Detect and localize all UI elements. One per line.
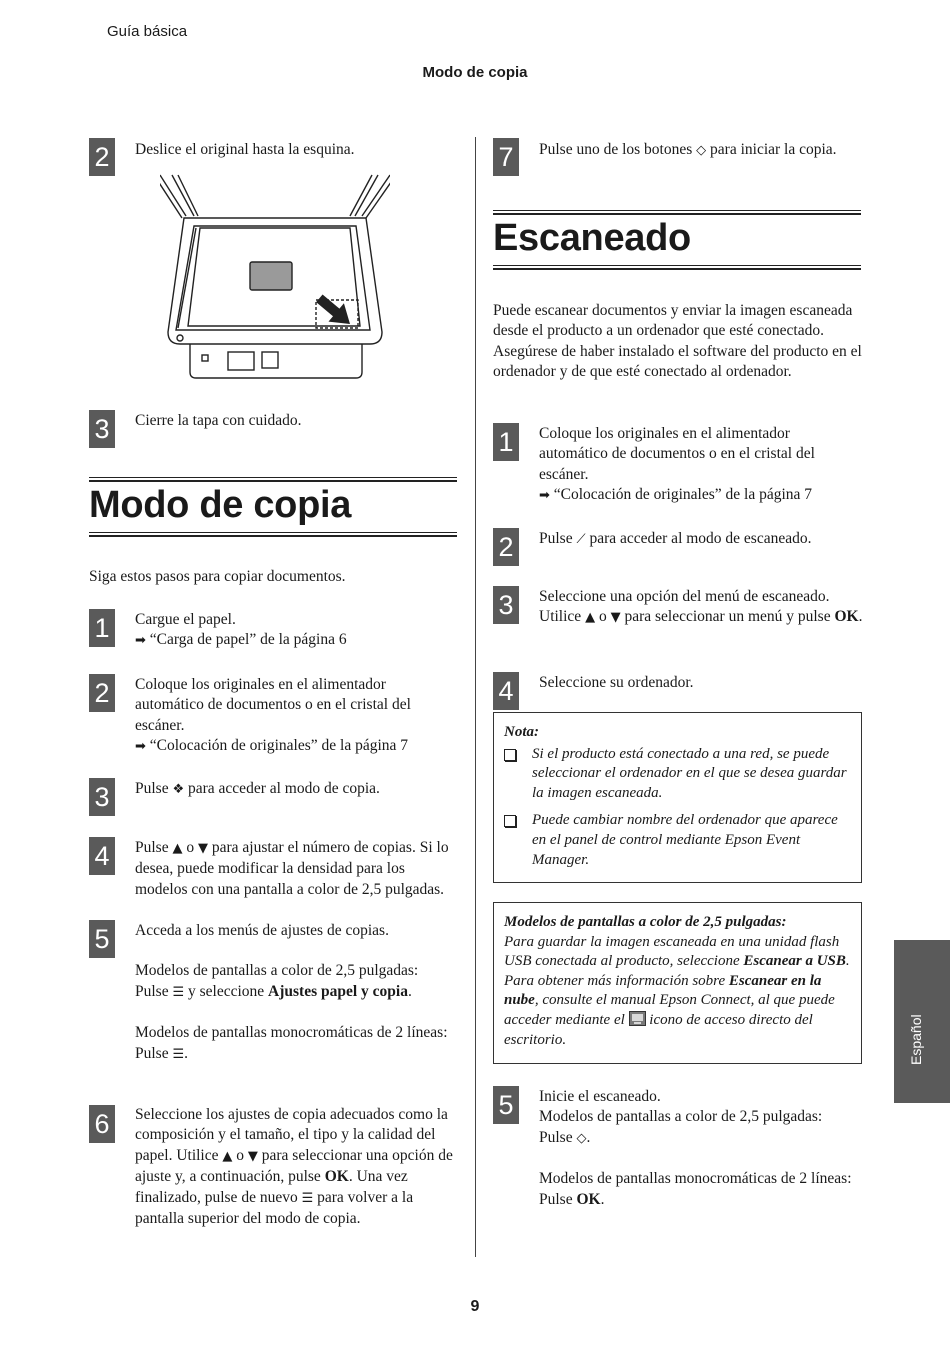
step-body: Seleccione una opción del menú de escaneado. Utilice ▲ o ▼ para seleccionar un menú y pulse OK.	[539, 588, 863, 626]
step-number: 3	[493, 586, 519, 624]
step-text: para iniciar la copia.	[710, 141, 837, 158]
step-text: Seleccione su ordenador.	[539, 674, 694, 691]
section-title: Modo de copia	[89, 484, 352, 526]
menu-icon: ☰	[172, 984, 185, 1000]
page-reference: “Carga de papel” de la página 6	[149, 631, 347, 649]
step-text: o	[236, 1146, 244, 1164]
step-text: Pulse	[135, 982, 169, 1000]
step-text: o	[186, 839, 195, 856]
step-number: 4	[493, 672, 519, 710]
section-title: Escaneado	[493, 217, 691, 259]
step-text: Pulse uno de los botones	[539, 141, 693, 158]
scanner-illustration	[160, 172, 390, 382]
step-number: 7	[493, 138, 519, 176]
step-text: . Una vez finalizado, pulse de nuevo	[135, 1168, 408, 1206]
note-item: Si el producto está conectado a una red, se puede seleccionar el ordenador en el que se desea guardar la imagen escaneada.	[532, 745, 847, 801]
copy-mode-icon: ❖	[172, 782, 185, 797]
menu-name: Escanear en la nube	[504, 972, 822, 1009]
step-text: para acceder al modo de escaneado.	[589, 530, 812, 547]
triangle-up-icon: ▲	[585, 610, 596, 626]
step-text: Inicie el escaneado.	[539, 1088, 661, 1105]
step-body	[135, 610, 457, 652]
language-label: Español	[908, 1014, 924, 1065]
step-body	[539, 529, 861, 550]
triangle-down-icon: ▼	[247, 1148, 258, 1164]
info-title: Modelos de pantallas a color de 2,5 pulgadas:	[504, 914, 787, 930]
triangle-down-icon: ▼	[610, 610, 621, 626]
step-text: Pulse	[539, 1190, 573, 1208]
step-text: Pulse	[135, 1044, 169, 1062]
step-text: para seleccionar un menú y pulse	[624, 608, 831, 626]
step-body: Acceda a los menús de ajustes de copias. Modelos de pantallas a color de 2,5 pulgadas: Pulse ☰ y seleccione Ajustes papel y copia. Modelos de pantallas monocromáticas de 2 líneas: Pulse ☰.	[135, 921, 457, 1065]
step-body	[135, 675, 457, 758]
page-reference: “Colocación de originales” de la página 7	[553, 486, 813, 504]
model-note: Modelos de pantallas a color de 2,5 pulgadas:	[539, 1108, 823, 1126]
checkbox-bullet-icon	[504, 815, 516, 827]
intro-text: Siga estos pasos para copiar documentos.	[89, 568, 346, 585]
title-rule-bottom	[493, 265, 861, 270]
step-text: Cargue el papel.	[135, 611, 236, 628]
ok-label: OK	[576, 1190, 601, 1208]
model-note: Modelos de pantallas monocromáticas de 2 líneas:	[539, 1170, 852, 1188]
menu-icon: ☰	[172, 1046, 185, 1062]
step-text: para acceder al modo de copia.	[188, 780, 380, 797]
step-text: Pulse	[539, 1128, 573, 1146]
step-text: o	[598, 608, 607, 626]
page-number: 9	[470, 1298, 480, 1315]
step-text: para volver a la pantalla superior del modo de copia.	[135, 1188, 414, 1228]
menu-name: Escanear a USB	[743, 953, 846, 970]
section-header: Modo de copia	[422, 64, 528, 81]
info-box	[493, 902, 862, 1064]
reference-arrow-icon: ➡	[135, 739, 146, 755]
step-number: 1	[493, 423, 519, 461]
scan-mode-icon: ⟋	[576, 532, 586, 547]
page-reference: “Colocación de originales” de la página 7	[149, 737, 409, 755]
step-text: Acceda a los menús de ajustes de copias.	[135, 922, 389, 939]
reference-arrow-icon: ➡	[539, 488, 550, 504]
guide-title: Guía básica	[107, 23, 188, 40]
menu-icon: ☰	[301, 1190, 314, 1206]
step-body	[135, 838, 459, 900]
step-text: Coloque los originales en el alimentador automático de documentos o en el cristal del escáner.	[135, 676, 411, 734]
epson-connect-shortcut-icon	[629, 1011, 646, 1026]
step-text: Coloque los originales en el alimentador automático de documentos o en el cristal del escáner.	[539, 425, 815, 483]
step-body	[135, 1105, 459, 1229]
step-text: Pulse	[135, 839, 169, 856]
step-number: 1	[89, 609, 115, 647]
column-divider	[475, 137, 476, 1257]
step-body	[135, 779, 457, 800]
step-number: 3	[89, 778, 115, 816]
menu-name: Ajustes papel y copia	[268, 982, 408, 1000]
step-text: Seleccione una opción del menú de escaneado. Utilice	[539, 588, 830, 626]
start-button-icon: ◇	[576, 1130, 587, 1146]
note-title: Nota:	[504, 724, 539, 740]
intro-text: Puede escanear documentos y enviar la imagen escaneada desde el producto a un ordenador que esté conectado. Asegúrese de haber instalado el software del producto en el ordenador y de que esté conectado al ordenador.	[493, 302, 862, 381]
note-item: Puede cambiar nombre del ordenador que aparece en el panel de control mediante Epson Event Manager.	[532, 812, 838, 868]
language-tab	[894, 940, 950, 1103]
triangle-up-icon: ▲	[172, 841, 183, 856]
step-number: 2	[89, 674, 115, 712]
step-text: y seleccione	[188, 982, 265, 1000]
step-number: 3	[89, 410, 115, 448]
triangle-up-icon: ▲	[222, 1148, 233, 1164]
ok-label: OK	[324, 1168, 349, 1186]
model-note: Modelos de pantallas a color de 2,5 pulgadas:	[135, 962, 419, 980]
note-box	[493, 712, 862, 883]
step-text: para ajustar el número de copias. Si lo desea, puede modificar la densidad para los modelos con una pantalla a color de 2,5 pulgadas.	[135, 839, 449, 898]
step-number: 2	[89, 138, 115, 176]
start-button-icon: ◇	[696, 143, 707, 158]
step-text: para seleccionar una opción de ajuste y, a continuación, pulse	[135, 1146, 453, 1186]
step-text: Pulse	[135, 780, 169, 797]
step-number: 5	[89, 920, 115, 958]
model-note: Modelos de pantallas monocromáticas de 2 líneas:	[135, 1024, 448, 1042]
title-rule-bottom	[89, 532, 457, 537]
step-number: 4	[89, 837, 115, 875]
step-text: Deslice el original hasta la esquina.	[135, 141, 355, 158]
triangle-down-icon: ▼	[197, 841, 208, 856]
step-text: Seleccione los ajustes de copia adecuados como la composición y el tamaño, el tipo y la calidad del papel. Utilice	[135, 1106, 448, 1164]
step-body: Inicie el escaneado. Modelos de pantallas a color de 2,5 pulgadas: Pulse ◇. Modelos de pantallas monocromáticas de 2 líneas: Pulse OK.	[539, 1087, 861, 1210]
reference-arrow-icon: ➡	[135, 633, 146, 649]
step-body	[539, 424, 861, 507]
info-text: Para guardar la imagen escaneada en una unidad flash USB conectada al producto, seleccione Escanear a USB. Para obtener más información sobre Escanear en la nube, consulte el manual Epson Connect, al que puede acceder mediante el icono de acceso directo del escritorio.	[504, 933, 850, 1048]
ok-label: OK	[834, 608, 859, 626]
step-text: Pulse	[539, 530, 573, 547]
step-body	[539, 140, 861, 161]
step-number: 2	[493, 528, 519, 566]
checkbox-bullet-icon	[504, 749, 516, 761]
step-number: 5	[493, 1086, 519, 1124]
step-text: Cierre la tapa con cuidado.	[135, 412, 302, 429]
step-number: 6	[89, 1105, 115, 1143]
